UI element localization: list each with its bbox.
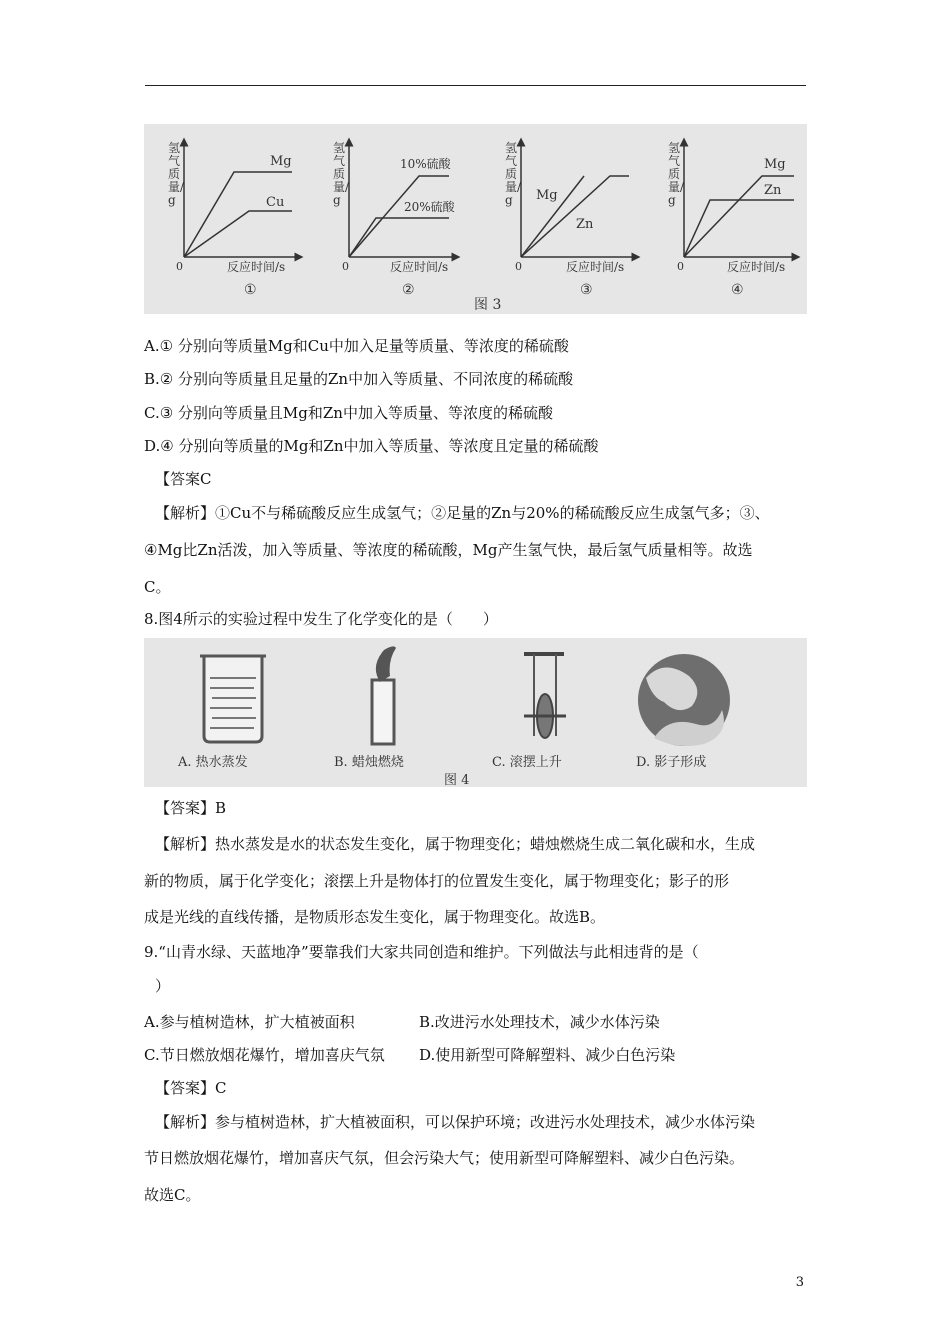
panel-4: [677, 142, 796, 298]
label-mg: Mg: [764, 157, 786, 172]
page-number: 3: [795, 1275, 804, 1290]
q9-question: 9.“山青水绿、天蓝地净”要靠我们大家共同创造和维护。下列做法与此相违背的是（: [144, 943, 699, 961]
q9-option-b: B.改进污水处理技术，减少水体污染: [419, 1013, 660, 1031]
shadow-icon: [638, 654, 730, 746]
pendulum-icon: [524, 654, 566, 738]
label-mg: Mg: [270, 154, 292, 169]
zn-line: [684, 200, 794, 257]
beaker-icon: [200, 656, 266, 742]
panel-number: ④: [731, 282, 744, 298]
panel-1: [176, 142, 299, 298]
10pct-line: [349, 176, 449, 257]
q7-option-b: B.② 分别向等质量且足量的Zn中加入等质量、不同浓度的稀硫酸: [144, 370, 574, 388]
20pct-line: [349, 218, 449, 257]
cu-line: [184, 211, 292, 257]
q9-analysis-line: 节日燃放烟花爆竹，增加喜庆气氛，但会污染大气；使用新型可降解塑料、减少白色污染。: [144, 1149, 745, 1167]
q9-answer: 【答案】C: [155, 1079, 227, 1097]
x-axis-label: 反应时间/s: [390, 260, 449, 274]
q9-option-a: A.参与植树造林，扩大植被面积: [144, 1013, 355, 1031]
q7-option-c: C.③ 分别向等质量且Mg和Zn中加入等质量、等浓度的稀硫酸: [144, 404, 553, 422]
q7-analysis-line: 【解析】①Cu不与稀硫酸反应生成氢气；②足量的Zn与20%的稀硫酸反应生成氢气多；③、: [155, 504, 770, 522]
figure-caption: 图 4: [444, 773, 470, 787]
label-mg: Mg: [536, 188, 558, 203]
q8-analysis-line: 成是光线的直线传播，是物质形态发生变化，属于物理变化。故选B。: [144, 908, 606, 926]
figure-3-graphs: [144, 124, 807, 314]
x-axis-label: 反应时间/s: [727, 260, 786, 274]
panel-3: [474, 142, 636, 313]
x-axis-label: 反应时间/s: [227, 260, 286, 274]
label-20pct: 20%硫酸: [404, 200, 455, 214]
item-c-label: C. 滚摆上升: [492, 755, 562, 770]
origin-label: 0: [677, 260, 684, 273]
header-rule: [145, 85, 806, 86]
q8-question: 8.图4所示的实验过程中发生了化学变化的是（ ）: [144, 610, 498, 628]
x-axis-label: 反应时间/s: [566, 260, 625, 274]
label-zn: Zn: [576, 217, 594, 232]
q8-answer: 【答案】B: [155, 799, 227, 817]
label-zn: Zn: [764, 183, 782, 198]
panel-2: [342, 142, 456, 298]
q9-option-c: C.节日燃放烟花爆竹，增加喜庆气氛: [144, 1046, 385, 1064]
q7-option-d: D.④ 分别向等质量的Mg和Zn中加入等质量、等浓度且定量的稀硫酸: [144, 437, 599, 455]
label-cu: Cu: [266, 195, 285, 210]
q7-answer: 【答案C: [155, 470, 212, 488]
figure-3: [144, 124, 807, 314]
q7-option-a: A.① 分别向等质量Mg和Cu中加入足量等质量、等浓度的稀硫酸: [144, 337, 569, 355]
q9-analysis-line: 故选C。: [144, 1186, 201, 1204]
q8-analysis-line: 新的物质，属于化学变化；滚摆上升是物体打的位置发生变化，属于物理变化；影子的形: [144, 872, 730, 890]
label-10pct: 10%硫酸: [400, 157, 451, 171]
figure-4: [144, 638, 807, 787]
origin-label: 0: [515, 260, 522, 273]
y-axis-label: 氢气质量/g: [668, 141, 685, 207]
item-b-label: B. 蜡烛燃烧: [334, 755, 404, 770]
panel-number: ③: [580, 282, 593, 298]
q8-analysis-line: 【解析】热水蒸发是水的状态发生变化，属于物理变化；蜡烛燃烧生成二氧化碳和水，生成: [155, 835, 756, 853]
q7-analysis-line: ④Mg比Zn活泼，加入等质量、等浓度的稀硫酸，Mg产生氢气快，最后氢气质量相等。故选: [144, 541, 753, 559]
q9-question: ）: [155, 977, 171, 995]
origin-label: 0: [176, 260, 183, 273]
q9-option-d: D.使用新型可降解塑料、减少白色污染: [419, 1046, 676, 1064]
figure-4-illustrations: [144, 638, 807, 787]
item-d-label: D. 影子形成: [636, 755, 707, 770]
candle-icon: [372, 646, 396, 744]
q7-analysis-line: C。: [144, 578, 171, 596]
y-axis-label: 氢气质量/g: [333, 141, 350, 207]
y-axis-label: 氢气质量/g: [505, 141, 522, 207]
panel-number: ②: [402, 282, 415, 298]
q9-analysis-line: 【解析】参与植树造林，扩大植被面积，可以保护环境；改进污水处理技术，减少水体污染: [155, 1113, 756, 1131]
panel-number: ①: [244, 282, 257, 298]
item-a-label: A. 热水蒸发: [178, 755, 248, 770]
y-axis-label: 氢气质量/g: [168, 141, 185, 207]
mg-line: [184, 172, 292, 257]
figure-caption: 图 3: [474, 297, 502, 313]
origin-label: 0: [342, 260, 349, 273]
